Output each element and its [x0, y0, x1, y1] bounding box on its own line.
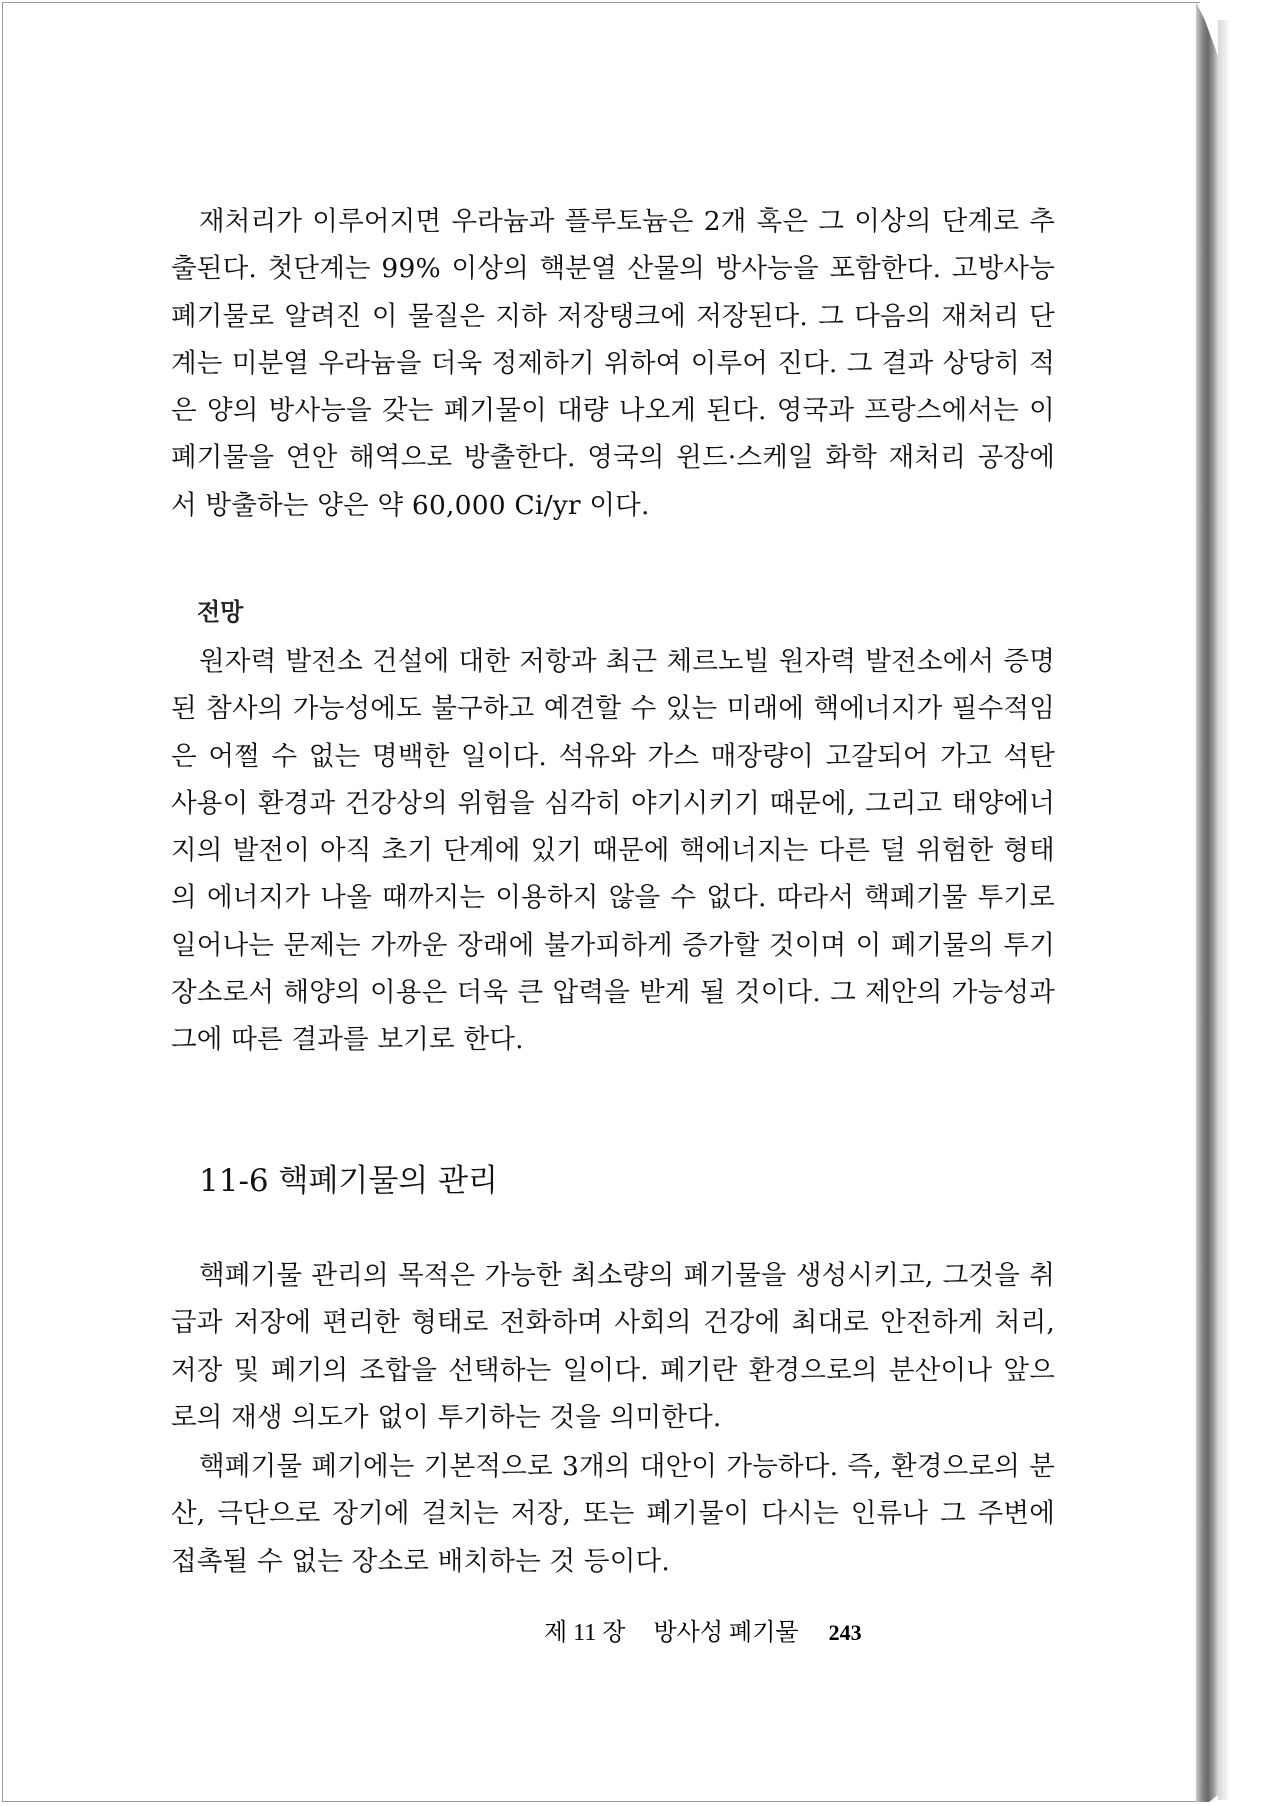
section-heading: 11-6 핵폐기물의 관리	[199, 1163, 498, 1199]
page-number: 243	[828, 1620, 862, 1645]
page-drop-shadow	[1218, 20, 1228, 1800]
running-footer	[544, 1618, 862, 1648]
paragraph-management-goal: 핵폐기물 관리의 목적은 가능한 최소량의 폐기물을 생성시키고, 그것을 취급과 저장에 편리한 형태로 전화하며 사회의 건강에 최대로 안전하게 처리, 저장 및 폐기의 조합을 선택하는 일이다. 폐기란 환경으로의 분산이나 앞으로의 재생 의도가 없이 투기하는 것을 의미한다.	[171, 1260, 1055, 1433]
footer-chapter: 제 11 장	[544, 1620, 626, 1646]
paragraph-reprocessing: 재처리가 이루어지면 우라늄과 플루토늄은 2개 혹은 그 이상의 단계로 추출된다. 첫단계는 99% 이상의 핵분열 산물의 방사능을 포함한다. 고방사능 폐기물로 알려진 이 물질은 지하 저장탱크에 저장된다. 그 다음의 재처리 단계는 미분열 우라늄을 더욱 정제하기 위하여 이루어 진다. 그 결과 상당히 적은 양의 방사능을 갖는 폐기물이 대량 나오게 된다. 영국과 프랑스에서는 이 폐기물을 연안 해역으로 방출한다. 영국의 윈드·스케일 화학 재처리 공장에서 방출하는 양은 약 60,000 Ci/yr 이다.	[171, 206, 1055, 521]
section-label-outlook: 전망	[197, 598, 244, 626]
paragraph-disposal-alternatives: 핵폐기물 폐기에는 기본적으로 3개의 대안이 가능하다. 즉, 환경으로의 분산, 극단으로 장기에 걸치는 저장, 또는 폐기물이 다시는 인류나 그 주변에 접촉될 수 없는 장소로 배치하는 것 등이다.	[171, 1451, 1055, 1577]
paragraph-outlook: 원자력 발전소 건설에 대한 저항과 최근 체르노빌 원자력 발전소에서 증명된 참사의 가능성에도 불구하고 예견할 수 있는 미래에 핵에너지가 필수적임은 어쩔 수 없는 명백한 일이다. 석유와 가스 매장량이 고갈되어 가고 석탄 사용이 환경과 건강상의 위험을 심각히 야기시키기 때문에, 그리고 태양에너지의 발전이 아직 초기 단계에 있기 때문에 핵에너지는 다른 덜 위험한 형태의 에너지가 나올 때까지는 이용하지 않을 수 없다. 따라서 핵폐기물 투기로 일어나는 문제는 가까운 장래에 불가피하게 증가할 것이며 이 폐기물의 투기장소로서 해양의 이용은 더욱 큰 압력을 받게 될 것이다. 그 제안의 가능성과 그에 따른 결과를 보기로 한다.	[171, 646, 1055, 1056]
footer-chapter-title: 방사성 폐기물	[653, 1620, 799, 1646]
page-edge-shadow	[1196, 2, 1218, 1802]
book-page	[2, 2, 1200, 1802]
